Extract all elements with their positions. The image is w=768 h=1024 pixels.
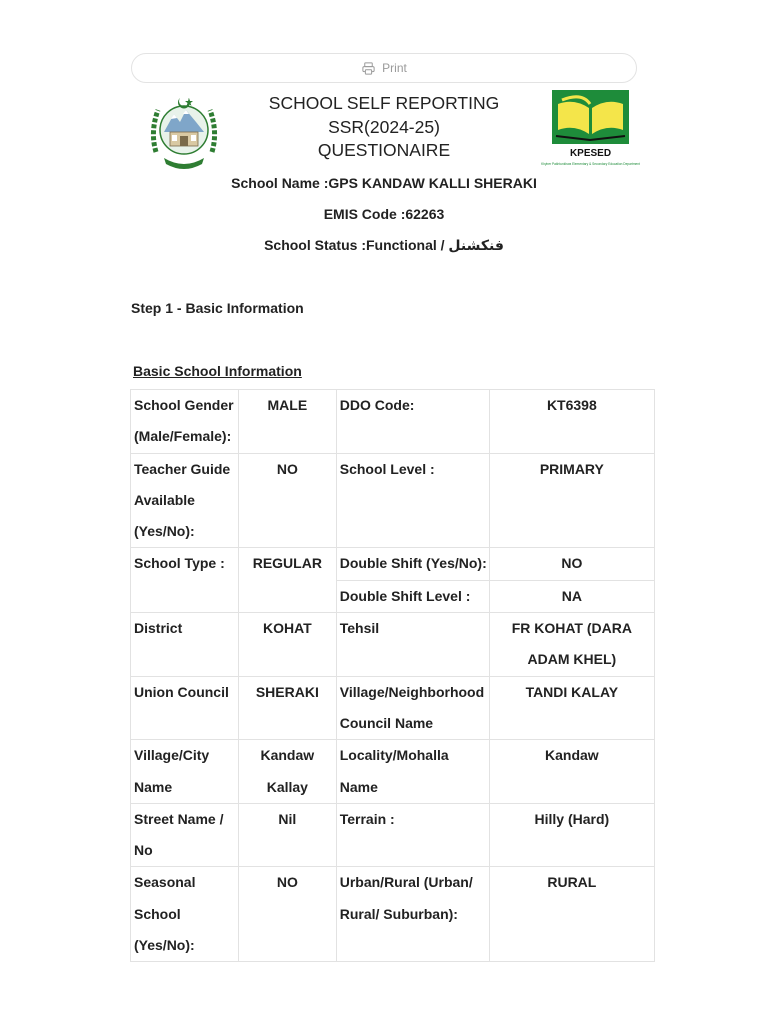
field-value: TANDI KALAY: [489, 676, 654, 740]
table-row: [131, 453, 655, 548]
field-value: RURAL: [489, 867, 654, 962]
school-name: School Name :GPS KANDAW KALLI SHERAKI: [231, 175, 537, 191]
field-value: REGULAR: [238, 548, 336, 613]
field-label: Terrain :: [336, 803, 489, 867]
field-label: Village/Neighborhood Council Name: [336, 676, 489, 740]
field-label: DDO Code:: [336, 390, 489, 454]
field-value: KT6398: [489, 390, 654, 454]
field-value: KOHAT: [238, 613, 336, 677]
step-title: Step 1 - Basic Information: [131, 300, 304, 316]
kpesed-logo-text: KPESED: [569, 148, 612, 159]
field-label: Village/City Name: [131, 740, 239, 804]
field-label: Tehsil: [336, 613, 489, 677]
field-value: NO: [238, 867, 336, 962]
field-value: NO: [489, 548, 654, 580]
field-label: School Level :: [336, 453, 489, 548]
field-label: Double Shift (Yes/No):: [336, 548, 489, 580]
field-label: Teacher Guide Available (Yes/No):: [131, 453, 239, 548]
print-button[interactable]: [131, 53, 637, 83]
field-value: PRIMARY: [489, 453, 654, 548]
field-value: Kandaw: [489, 740, 654, 804]
printer-icon: [361, 61, 376, 76]
field-value: Kandaw Kallay: [238, 740, 336, 804]
table-row: [131, 390, 655, 454]
field-value: NO: [238, 453, 336, 548]
table-row: [131, 613, 655, 677]
basic-info-table: [130, 389, 655, 962]
field-value: Nil: [238, 803, 336, 867]
field-value: Hilly (Hard): [489, 803, 654, 867]
section-title: Basic School Information: [133, 363, 302, 379]
table-row: [131, 740, 655, 804]
field-label: School Type :: [131, 548, 239, 613]
field-label: Street Name / No: [131, 803, 239, 867]
print-label: Print: [382, 61, 407, 75]
field-value: MALE: [238, 390, 336, 454]
table-row: [131, 676, 655, 740]
field-value: FR KOHAT (DARA ADAM KHEL): [489, 613, 654, 677]
field-label: Locality/Mohalla Name: [336, 740, 489, 804]
title-line-3: QUESTIONAIRE: [317, 140, 451, 160]
school-status: School Status :Functional / فنکشنل: [264, 237, 504, 253]
field-label: Seasonal School (Yes/No):: [131, 867, 239, 962]
title-line-1: SCHOOL SELF REPORTING: [268, 93, 500, 113]
table-row: [131, 548, 655, 580]
field-value: SHERAKI: [238, 676, 336, 740]
field-label: Union Council: [131, 676, 239, 740]
kpesed-logo-subtext: Khyber Pakhtunkhwa Elementary & Secondary Education Department: [541, 162, 640, 166]
field-label: Urban/Rural (Urban/ Rural/ Suburban):: [336, 867, 489, 962]
field-value: NA: [489, 580, 654, 612]
title-line-2: SSR(2024-25): [328, 116, 440, 137]
table-row: [131, 803, 655, 867]
field-label: District: [131, 613, 239, 677]
emis-code: EMIS Code :62263: [323, 206, 445, 222]
kpesed-logo: [541, 90, 640, 170]
report-title: [234, 92, 534, 163]
field-label: School Gender (Male/Female):: [131, 390, 239, 454]
table-row: [131, 867, 655, 962]
field-label: Double Shift Level :: [336, 580, 489, 612]
kp-government-emblem: [146, 92, 222, 172]
